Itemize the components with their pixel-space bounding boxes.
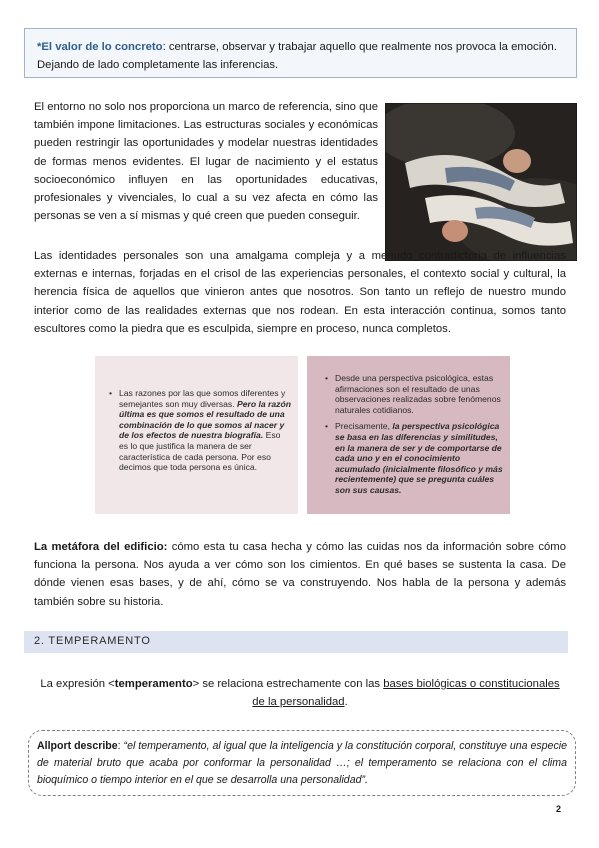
allport-quote: Allport describe: “el temperamento, al igual que la inteligencia y la constitución corporal, constituye una especie de material bruto que acaba por conformar la personalidad …; el temperamento se relaciona con el clima bioquímico o tiempo interior en el que se desarrolla una personalidad”. [28,730,576,796]
page-number: 2 [556,804,562,814]
callout-lead: *El valor de lo concreto [37,41,163,53]
paragraph-identities: Las identidades personales son una amalgama compleja y a menudo contradictoria de influencias externas e internas, forjadas en el crisol de las experiencias personales, el contexto social y cultural, la herencia física de aquellos que vinieron antes que nosotros. Son tanto un reflejo de nuestro mundo interior como de las realidades externas que nos rodean. En esta interacción continua, somos tanto escultores como la piedra que es esculpida, siempre en proceso, nunca completos. [34,250,566,335]
section-heading [24,631,568,653]
temperament-intro: La expresión <temperamento> se relaciona estrechamente con las bases biológicas o constitucionales de la personalidad. [40,678,560,708]
list-item: • Precisamente, la perspectiva psicológica se basa en las diferencias y similitudes, en la manera de ser y de comportarse de cada uno y en el conocimiento acumulado (inicialmente filosófico y más recientemente) que se pregunta cuáles son sus causas. [325,421,503,495]
psychology-box [307,356,510,514]
list-item: • Desde una perspectiva psicológica, estas afirmaciones son el resultado de unas observaciones realizadas sobre fenómenos naturales cotidianos. [325,373,503,415]
paragraph-building-metaphor: La metáfora del edificio: cómo esta tu casa hecha y cómo las cuidas nos da información sobre cómo funciona la persona. Nos ayuda a ver cómo son los cimientos. En qué bases se sustenta la casa. De dónde vienen esas bases, y de ahí, cómo se va construyendo. Nos habla de la persona y además también sobre su historia. [34,541,567,608]
callout-text: : centrarse, observar y trabajar aquello que realmente nos provoca la emoción. Dejando de lado completamente las inferencias. [37,41,557,71]
painting-icon [385,103,577,261]
section-title: 2. TEMPERAMENTO [34,635,151,647]
emotion-callout [24,28,577,78]
paragraph-environment: El entorno no solo nos proporciona un marco de referencia, sino que también impone limitaciones. Las estructuras sociales y económicas pueden restringir las oportunidades y modelar nuestras identidades de formas menos evidentes. El lugar de nacimiento y el estatus socioeconómico influyen en las oportunidades educativas, profesionales y vivenciales, lo cual a su vez afecta en cómo las personas se ven a sí mismas y qué creen que pueden conseguir. [34,101,378,223]
list-item: • Las razones por las que somos diferentes y semejantes son muy diversas. Pero la razón última es que somos el resultado de una combinación de lo que somos al nacer y de los efectos de nuestra biografía. Eso es lo que justifica la manera de ser característica de cada persona. Por eso decimos que toda persona es única. [109,388,291,473]
differences-box [95,356,298,514]
